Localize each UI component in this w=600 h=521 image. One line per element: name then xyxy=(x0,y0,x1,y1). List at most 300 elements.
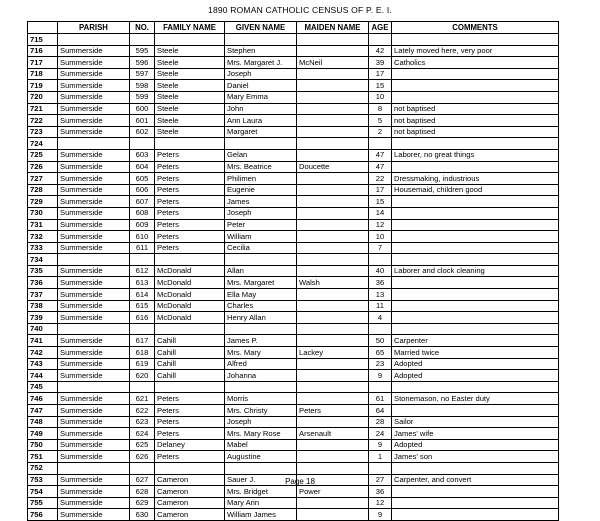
family-name-cell xyxy=(155,462,225,474)
parish-cell xyxy=(58,462,130,474)
parish-cell: Summerside xyxy=(58,451,130,463)
maiden-name-cell: Lackey xyxy=(297,347,369,359)
parish-cell: Summerside xyxy=(58,370,130,382)
age-cell: 47 xyxy=(369,149,392,161)
parish-cell xyxy=(58,254,130,266)
family-name-cell: McDonald xyxy=(155,277,225,289)
comments-cell: Married twice xyxy=(392,347,559,359)
age-cell: 50 xyxy=(369,335,392,347)
age-cell: 65 xyxy=(369,347,392,359)
given-name-cell: Mrs. Margaret xyxy=(225,277,297,289)
table-row xyxy=(28,91,559,103)
given-name-cell: Allan xyxy=(225,265,297,277)
number-cell: 630 xyxy=(130,509,155,521)
comments-cell xyxy=(392,68,559,80)
age-cell xyxy=(369,323,392,335)
table-row xyxy=(28,335,559,347)
family-name-cell: McDonald xyxy=(155,300,225,312)
line-number-cell: 752 xyxy=(28,462,58,474)
table-row xyxy=(28,497,559,509)
number-cell: 606 xyxy=(130,184,155,196)
number-cell: 596 xyxy=(130,57,155,69)
line-number-cell: 728 xyxy=(28,184,58,196)
age-cell: 8 xyxy=(369,103,392,115)
age-cell: 9 xyxy=(369,370,392,382)
table-row xyxy=(28,219,559,231)
given-name-cell: Mabel xyxy=(225,439,297,451)
comments-cell xyxy=(392,242,559,254)
number-cell: 629 xyxy=(130,497,155,509)
number-cell xyxy=(130,323,155,335)
line-number-cell: 727 xyxy=(28,173,58,185)
maiden-name-cell xyxy=(297,231,369,243)
comments-cell: Laborer and clock cleaning xyxy=(392,265,559,277)
given-name-cell: Mrs. Mary xyxy=(225,347,297,359)
given-name-cell: Sauer J. xyxy=(225,474,297,486)
comments-cell xyxy=(392,405,559,417)
parish-cell: Summerside xyxy=(58,219,130,231)
parish-cell: Summerside xyxy=(58,57,130,69)
age-cell: 47 xyxy=(369,161,392,173)
given-name-cell: Philimen xyxy=(225,173,297,185)
table-row xyxy=(28,45,559,57)
line-number-cell: 756 xyxy=(28,509,58,521)
age-cell: 9 xyxy=(369,509,392,521)
census-table xyxy=(27,21,559,521)
maiden-name-cell: Doucette xyxy=(297,161,369,173)
comments-cell: not baptised xyxy=(392,115,559,127)
family-name-cell: Peters xyxy=(155,149,225,161)
line-number-cell: 715 xyxy=(28,34,58,46)
parish-cell: Summerside xyxy=(58,393,130,405)
table-row xyxy=(28,80,559,92)
comments-cell xyxy=(392,254,559,266)
comments-cell xyxy=(392,219,559,231)
comments-cell xyxy=(392,509,559,521)
family-name-cell: Peters xyxy=(155,451,225,463)
given-name-cell: Charles xyxy=(225,300,297,312)
header-line xyxy=(28,22,58,34)
parish-cell: Summerside xyxy=(58,91,130,103)
comments-cell: James' son xyxy=(392,451,559,463)
given-name-cell: James P. xyxy=(225,335,297,347)
table-row xyxy=(28,196,559,208)
table-row xyxy=(28,323,559,335)
number-cell: 601 xyxy=(130,115,155,127)
family-name-cell: Steele xyxy=(155,80,225,92)
age-cell: 11 xyxy=(369,300,392,312)
header-parish: PARISH xyxy=(58,22,130,34)
maiden-name-cell xyxy=(297,103,369,115)
maiden-name-cell xyxy=(297,439,369,451)
maiden-name-cell xyxy=(297,34,369,46)
table-row xyxy=(28,393,559,405)
given-name-cell: Joseph xyxy=(225,207,297,219)
given-name-cell xyxy=(225,254,297,266)
age-cell xyxy=(369,34,392,46)
line-number-cell: 745 xyxy=(28,381,58,393)
number-cell: 615 xyxy=(130,300,155,312)
table-row xyxy=(28,254,559,266)
maiden-name-cell xyxy=(297,219,369,231)
family-name-cell xyxy=(155,381,225,393)
table-row xyxy=(28,509,559,521)
given-name-cell: Morris xyxy=(225,393,297,405)
header-age: AGE xyxy=(369,22,392,34)
parish-cell: Summerside xyxy=(58,68,130,80)
given-name-cell: Margaret xyxy=(225,126,297,138)
table-row xyxy=(28,416,559,428)
parish-cell: Summerside xyxy=(58,474,130,486)
family-name-cell: Steele xyxy=(155,91,225,103)
table-row xyxy=(28,115,559,127)
table-row xyxy=(28,451,559,463)
comments-cell xyxy=(392,289,559,301)
age-cell: 27 xyxy=(369,474,392,486)
comments-cell xyxy=(392,462,559,474)
parish-cell: Summerside xyxy=(58,80,130,92)
maiden-name-cell xyxy=(297,462,369,474)
family-name-cell: McDonald xyxy=(155,312,225,324)
given-name-cell: Stephen xyxy=(225,45,297,57)
parish-cell xyxy=(58,381,130,393)
table-row xyxy=(28,68,559,80)
age-cell: 36 xyxy=(369,486,392,498)
maiden-name-cell xyxy=(297,497,369,509)
parish-cell: Summerside xyxy=(58,347,130,359)
number-cell: 595 xyxy=(130,45,155,57)
parish-cell: Summerside xyxy=(58,497,130,509)
age-cell: 24 xyxy=(369,428,392,440)
number-cell: 625 xyxy=(130,439,155,451)
parish-cell: Summerside xyxy=(58,439,130,451)
parish-cell: Summerside xyxy=(58,428,130,440)
maiden-name-cell xyxy=(297,138,369,150)
family-name-cell: Cameron xyxy=(155,509,225,521)
family-name-cell: Peters xyxy=(155,196,225,208)
table-row xyxy=(28,439,559,451)
parish-cell: Summerside xyxy=(58,242,130,254)
number-cell: 621 xyxy=(130,393,155,405)
family-name-cell: Steele xyxy=(155,57,225,69)
comments-cell xyxy=(392,381,559,393)
age-cell xyxy=(369,254,392,266)
line-number-cell: 731 xyxy=(28,219,58,231)
given-name-cell: Mrs. Margaret J. xyxy=(225,57,297,69)
number-cell: 604 xyxy=(130,161,155,173)
comments-cell xyxy=(392,80,559,92)
parish-cell: Summerside xyxy=(58,115,130,127)
page-number: Page 18 xyxy=(285,477,315,486)
family-name-cell: McDonald xyxy=(155,265,225,277)
number-cell: 607 xyxy=(130,196,155,208)
age-cell: 22 xyxy=(369,173,392,185)
comments-cell: Laborer, no great things xyxy=(392,149,559,161)
number-cell: 611 xyxy=(130,242,155,254)
header-comments: COMMENTS xyxy=(392,22,559,34)
maiden-name-cell xyxy=(297,393,369,405)
table-row xyxy=(28,277,559,289)
parish-cell: Summerside xyxy=(58,335,130,347)
family-name-cell: Cahill xyxy=(155,370,225,382)
comments-cell: Carpenter, and convert xyxy=(392,474,559,486)
maiden-name-cell xyxy=(297,254,369,266)
comments-cell: not baptised xyxy=(392,103,559,115)
table-row xyxy=(28,486,559,498)
maiden-name-cell xyxy=(297,358,369,370)
number-cell: 620 xyxy=(130,370,155,382)
comments-cell xyxy=(392,34,559,46)
maiden-name-cell xyxy=(297,289,369,301)
family-name-cell: Steele xyxy=(155,115,225,127)
age-cell: 15 xyxy=(369,80,392,92)
comments-cell xyxy=(392,231,559,243)
comments-cell xyxy=(392,207,559,219)
line-number-cell: 738 xyxy=(28,300,58,312)
comments-cell xyxy=(392,196,559,208)
line-number-cell: 735 xyxy=(28,265,58,277)
maiden-name-cell xyxy=(297,184,369,196)
maiden-name-cell xyxy=(297,149,369,161)
given-name-cell: Mary Ann xyxy=(225,497,297,509)
line-number-cell: 729 xyxy=(28,196,58,208)
header-family-name: FAMILY NAME xyxy=(155,22,225,34)
given-name-cell: Augustine xyxy=(225,451,297,463)
table-row xyxy=(28,405,559,417)
given-name-cell: Cecilia xyxy=(225,242,297,254)
number-cell: 614 xyxy=(130,289,155,301)
parish-cell: Summerside xyxy=(58,103,130,115)
comments-cell: Adopted xyxy=(392,358,559,370)
comments-cell xyxy=(392,277,559,289)
age-cell: 42 xyxy=(369,45,392,57)
comments-cell: Stonemason, no Easter duty xyxy=(392,393,559,405)
maiden-name-cell xyxy=(297,207,369,219)
age-cell: 7 xyxy=(369,242,392,254)
age-cell: 13 xyxy=(369,289,392,301)
family-name-cell: Steele xyxy=(155,45,225,57)
table-row xyxy=(28,370,559,382)
family-name-cell: Cahill xyxy=(155,358,225,370)
given-name-cell: Mrs. Beatrice xyxy=(225,161,297,173)
family-name-cell: Steele xyxy=(155,68,225,80)
parish-cell: Summerside xyxy=(58,486,130,498)
comments-cell: not baptised xyxy=(392,126,559,138)
parish-cell: Summerside xyxy=(58,289,130,301)
line-number-cell: 748 xyxy=(28,416,58,428)
number-cell: 613 xyxy=(130,277,155,289)
line-number-cell: 733 xyxy=(28,242,58,254)
number-cell: 626 xyxy=(130,451,155,463)
maiden-name-cell xyxy=(297,115,369,127)
table-row xyxy=(28,242,559,254)
age-cell: 61 xyxy=(369,393,392,405)
number-cell xyxy=(130,462,155,474)
maiden-name-cell xyxy=(297,509,369,521)
header-row xyxy=(28,22,559,34)
number-cell: 608 xyxy=(130,207,155,219)
given-name-cell xyxy=(225,381,297,393)
maiden-name-cell: McNeil xyxy=(297,57,369,69)
parish-cell: Summerside xyxy=(58,161,130,173)
given-name-cell: Joseph xyxy=(225,68,297,80)
family-name-cell xyxy=(155,138,225,150)
maiden-name-cell xyxy=(297,381,369,393)
maiden-name-cell: Arsenault xyxy=(297,428,369,440)
age-cell: 23 xyxy=(369,358,392,370)
line-number-cell: 746 xyxy=(28,393,58,405)
comments-cell: Carpenter xyxy=(392,335,559,347)
given-name-cell xyxy=(225,138,297,150)
line-number-cell: 716 xyxy=(28,45,58,57)
table-row xyxy=(28,312,559,324)
maiden-name-cell xyxy=(297,323,369,335)
age-cell: 40 xyxy=(369,265,392,277)
given-name-cell: Alfred xyxy=(225,358,297,370)
parish-cell xyxy=(58,323,130,335)
parish-cell: Summerside xyxy=(58,173,130,185)
age-cell: 9 xyxy=(369,439,392,451)
age-cell: 64 xyxy=(369,405,392,417)
line-number-cell: 726 xyxy=(28,161,58,173)
table-row xyxy=(28,149,559,161)
line-number-cell: 720 xyxy=(28,91,58,103)
parish-cell: Summerside xyxy=(58,45,130,57)
family-name-cell: Peters xyxy=(155,231,225,243)
line-number-cell: 734 xyxy=(28,254,58,266)
age-cell xyxy=(369,138,392,150)
line-number-cell: 741 xyxy=(28,335,58,347)
given-name-cell: Mrs. Christy xyxy=(225,405,297,417)
number-cell: 624 xyxy=(130,428,155,440)
line-number-cell: 723 xyxy=(28,126,58,138)
family-name-cell: Peters xyxy=(155,184,225,196)
given-name-cell: Mrs. Mary Rose xyxy=(225,428,297,440)
maiden-name-cell xyxy=(297,416,369,428)
parish-cell: Summerside xyxy=(58,416,130,428)
parish-cell: Summerside xyxy=(58,265,130,277)
table-row xyxy=(28,57,559,69)
comments-cell: Sailor xyxy=(392,416,559,428)
comments-cell xyxy=(392,138,559,150)
comments-cell xyxy=(392,161,559,173)
given-name-cell: Henry Allan xyxy=(225,312,297,324)
age-cell: 17 xyxy=(369,68,392,80)
family-name-cell: Peters xyxy=(155,393,225,405)
number-cell: 623 xyxy=(130,416,155,428)
age-cell: 12 xyxy=(369,497,392,509)
family-name-cell: Cameron xyxy=(155,474,225,486)
line-number-cell: 737 xyxy=(28,289,58,301)
line-number-cell: 742 xyxy=(28,347,58,359)
table-row xyxy=(28,381,559,393)
given-name-cell: Johanna xyxy=(225,370,297,382)
table-row xyxy=(28,103,559,115)
parish-cell: Summerside xyxy=(58,149,130,161)
parish-cell: Summerside xyxy=(58,231,130,243)
number-cell: 618 xyxy=(130,347,155,359)
table-row xyxy=(28,138,559,150)
given-name-cell: Mrs. Bridget xyxy=(225,486,297,498)
maiden-name-cell: Walsh xyxy=(297,277,369,289)
number-cell: 600 xyxy=(130,103,155,115)
number-cell: 610 xyxy=(130,231,155,243)
table-row xyxy=(28,358,559,370)
number-cell xyxy=(130,381,155,393)
maiden-name-cell xyxy=(297,80,369,92)
number-cell: 619 xyxy=(130,358,155,370)
number-cell: 605 xyxy=(130,173,155,185)
age-cell: 14 xyxy=(369,207,392,219)
family-name-cell: Delaney xyxy=(155,439,225,451)
given-name-cell: Ann Laura xyxy=(225,115,297,127)
maiden-name-cell xyxy=(297,68,369,80)
line-number-cell: 743 xyxy=(28,358,58,370)
table-row xyxy=(28,289,559,301)
family-name-cell: Peters xyxy=(155,161,225,173)
maiden-name-cell xyxy=(297,242,369,254)
number-cell: 602 xyxy=(130,126,155,138)
line-number-cell: 717 xyxy=(28,57,58,69)
parish-cell: Summerside xyxy=(58,358,130,370)
family-name-cell: Peters xyxy=(155,428,225,440)
given-name-cell: Ella May xyxy=(225,289,297,301)
line-number-cell: 753 xyxy=(28,474,58,486)
table-row xyxy=(28,231,559,243)
table-row xyxy=(28,126,559,138)
number-cell: 622 xyxy=(130,405,155,417)
comments-cell xyxy=(392,312,559,324)
family-name-cell: Cahill xyxy=(155,335,225,347)
maiden-name-cell xyxy=(297,91,369,103)
line-number-cell: 724 xyxy=(28,138,58,150)
comments-cell: Lately moved here, very poor xyxy=(392,45,559,57)
number-cell: 599 xyxy=(130,91,155,103)
given-name-cell: William James xyxy=(225,509,297,521)
line-number-cell: 750 xyxy=(28,439,58,451)
header-no: NO. xyxy=(130,22,155,34)
family-name-cell: Steele xyxy=(155,126,225,138)
parish-cell: Summerside xyxy=(58,405,130,417)
given-name-cell: Peter xyxy=(225,219,297,231)
number-cell: 616 xyxy=(130,312,155,324)
table-row xyxy=(28,347,559,359)
line-number-cell: 732 xyxy=(28,231,58,243)
number-cell: 628 xyxy=(130,486,155,498)
given-name-cell: James xyxy=(225,196,297,208)
age-cell: 15 xyxy=(369,196,392,208)
table-row xyxy=(28,34,559,46)
parish-cell: Summerside xyxy=(58,300,130,312)
maiden-name-cell xyxy=(297,45,369,57)
number-cell: 627 xyxy=(130,474,155,486)
number-cell: 597 xyxy=(130,68,155,80)
maiden-name-cell xyxy=(297,312,369,324)
comments-cell: Housemaid, children good xyxy=(392,184,559,196)
family-name-cell: Peters xyxy=(155,416,225,428)
number-cell: 609 xyxy=(130,219,155,231)
age-cell: 10 xyxy=(369,91,392,103)
family-name-cell xyxy=(155,254,225,266)
table-row xyxy=(28,173,559,185)
line-number-cell: 740 xyxy=(28,323,58,335)
comments-cell: Adopted xyxy=(392,439,559,451)
age-cell: 28 xyxy=(369,416,392,428)
family-name-cell: Peters xyxy=(155,405,225,417)
parish-cell xyxy=(58,34,130,46)
given-name-cell: Daniel xyxy=(225,80,297,92)
line-number-cell: 719 xyxy=(28,80,58,92)
